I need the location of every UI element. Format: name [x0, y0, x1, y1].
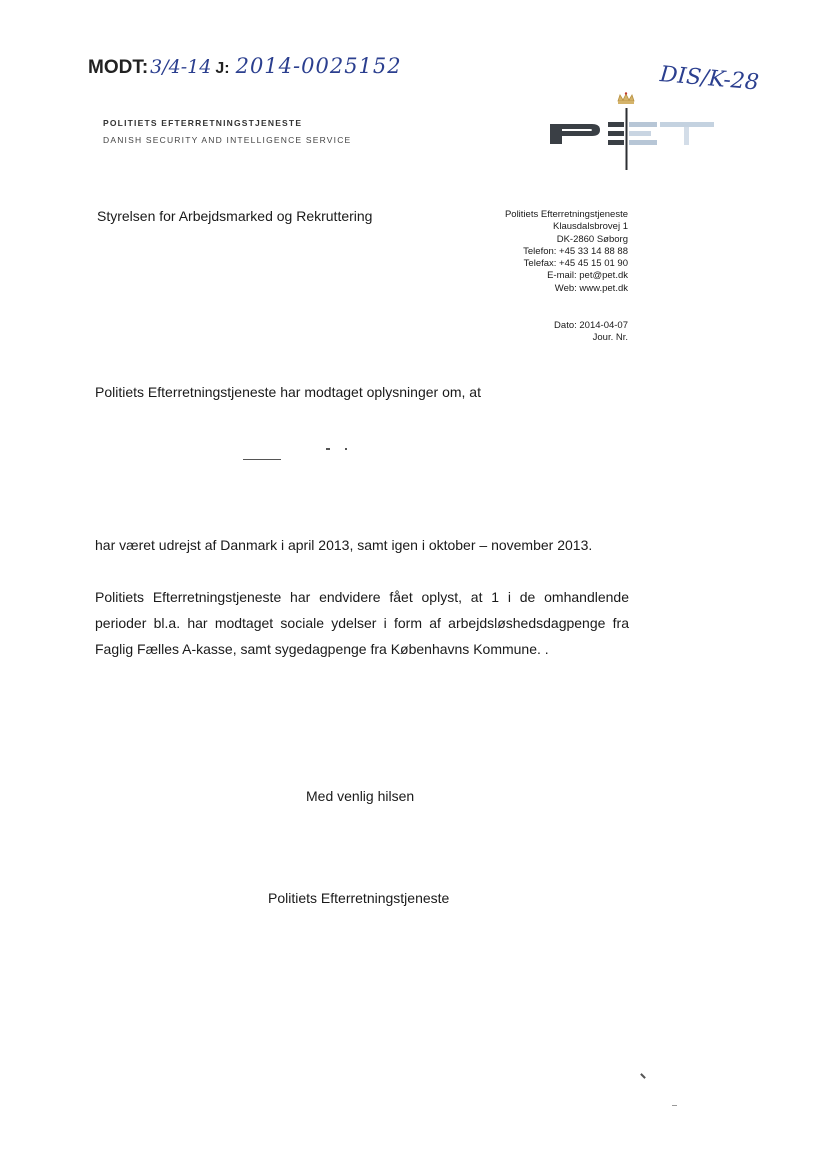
handwritten-reference: DIS/K-28 — [658, 62, 760, 96]
scan-speck — [640, 1073, 646, 1079]
closing-greeting: Med venlig hilsen — [306, 788, 415, 804]
body-paragraph-2: har været udrejst af Danmark i april 2013, samt igen i oktober – november 2013. — [95, 537, 593, 553]
sender-web: Web: www.pet.dk — [554, 282, 628, 294]
stamp-journal-number: 2014-0025152 — [235, 54, 402, 78]
signature: Politiets Efterretningstjeneste — [268, 890, 450, 906]
body-paragraph-1: Politiets Efterretningstjeneste har modtaget oplysninger om, at — [95, 384, 481, 400]
agency-name-danish: POLITIETS EFTERRETNINGSTJENESTE — [103, 118, 303, 128]
received-stamp — [88, 54, 402, 79]
sender-email: E-mail: pet@pet.dk — [547, 270, 628, 282]
body-paragraph-3-line-3: Faglig Fælles A-kasse, samt sygedagpenge fra Københavns Kommune. . — [95, 641, 549, 657]
sender-street: Klausdalsbrovej 1 — [553, 221, 628, 233]
recipient-name: Styrelsen for Arbejdsmarked og Rekruttering — [97, 208, 373, 224]
sender-city: DK-2860 Søborg — [556, 233, 628, 245]
letter-date: Dato: 2014-04-07 — [554, 320, 628, 331]
stamp-label: MODT: — [88, 57, 149, 78]
sender-fax: Telefax: +45 45 15 01 90 — [523, 258, 628, 270]
sender-address — [505, 209, 628, 295]
redaction-mark — [243, 459, 281, 460]
journal-number: Jour. Nr. — [592, 332, 628, 344]
crown-icon — [618, 92, 634, 104]
body-paragraph-3 — [95, 584, 629, 662]
stamp-journal-label: J: — [215, 60, 230, 77]
sender-name: Politiets Efterretningstjeneste — [504, 209, 628, 220]
body-paragraph-3-line-2: perioder bl.a. har modtaget sociale ydelser i form af arbejdsløshedsdagpenge fra — [95, 615, 629, 631]
agency-name-english: DANISH SECURITY AND INTELLIGENCE SERVICE — [103, 135, 352, 145]
stamp-date: 3/4-14 — [150, 56, 212, 78]
redaction-mark — [326, 448, 330, 450]
letter-meta — [554, 320, 628, 345]
body-paragraph-3-line-1: Politiets Efterretningstjeneste har endvidere fået oplyst, at 1 i de omhandlende — [95, 589, 629, 605]
sender-phone: Telefon: +45 33 14 88 88 — [523, 245, 628, 257]
pet-logo — [548, 92, 718, 174]
redaction-mark — [345, 448, 347, 450]
scan-speck — [672, 1105, 677, 1106]
